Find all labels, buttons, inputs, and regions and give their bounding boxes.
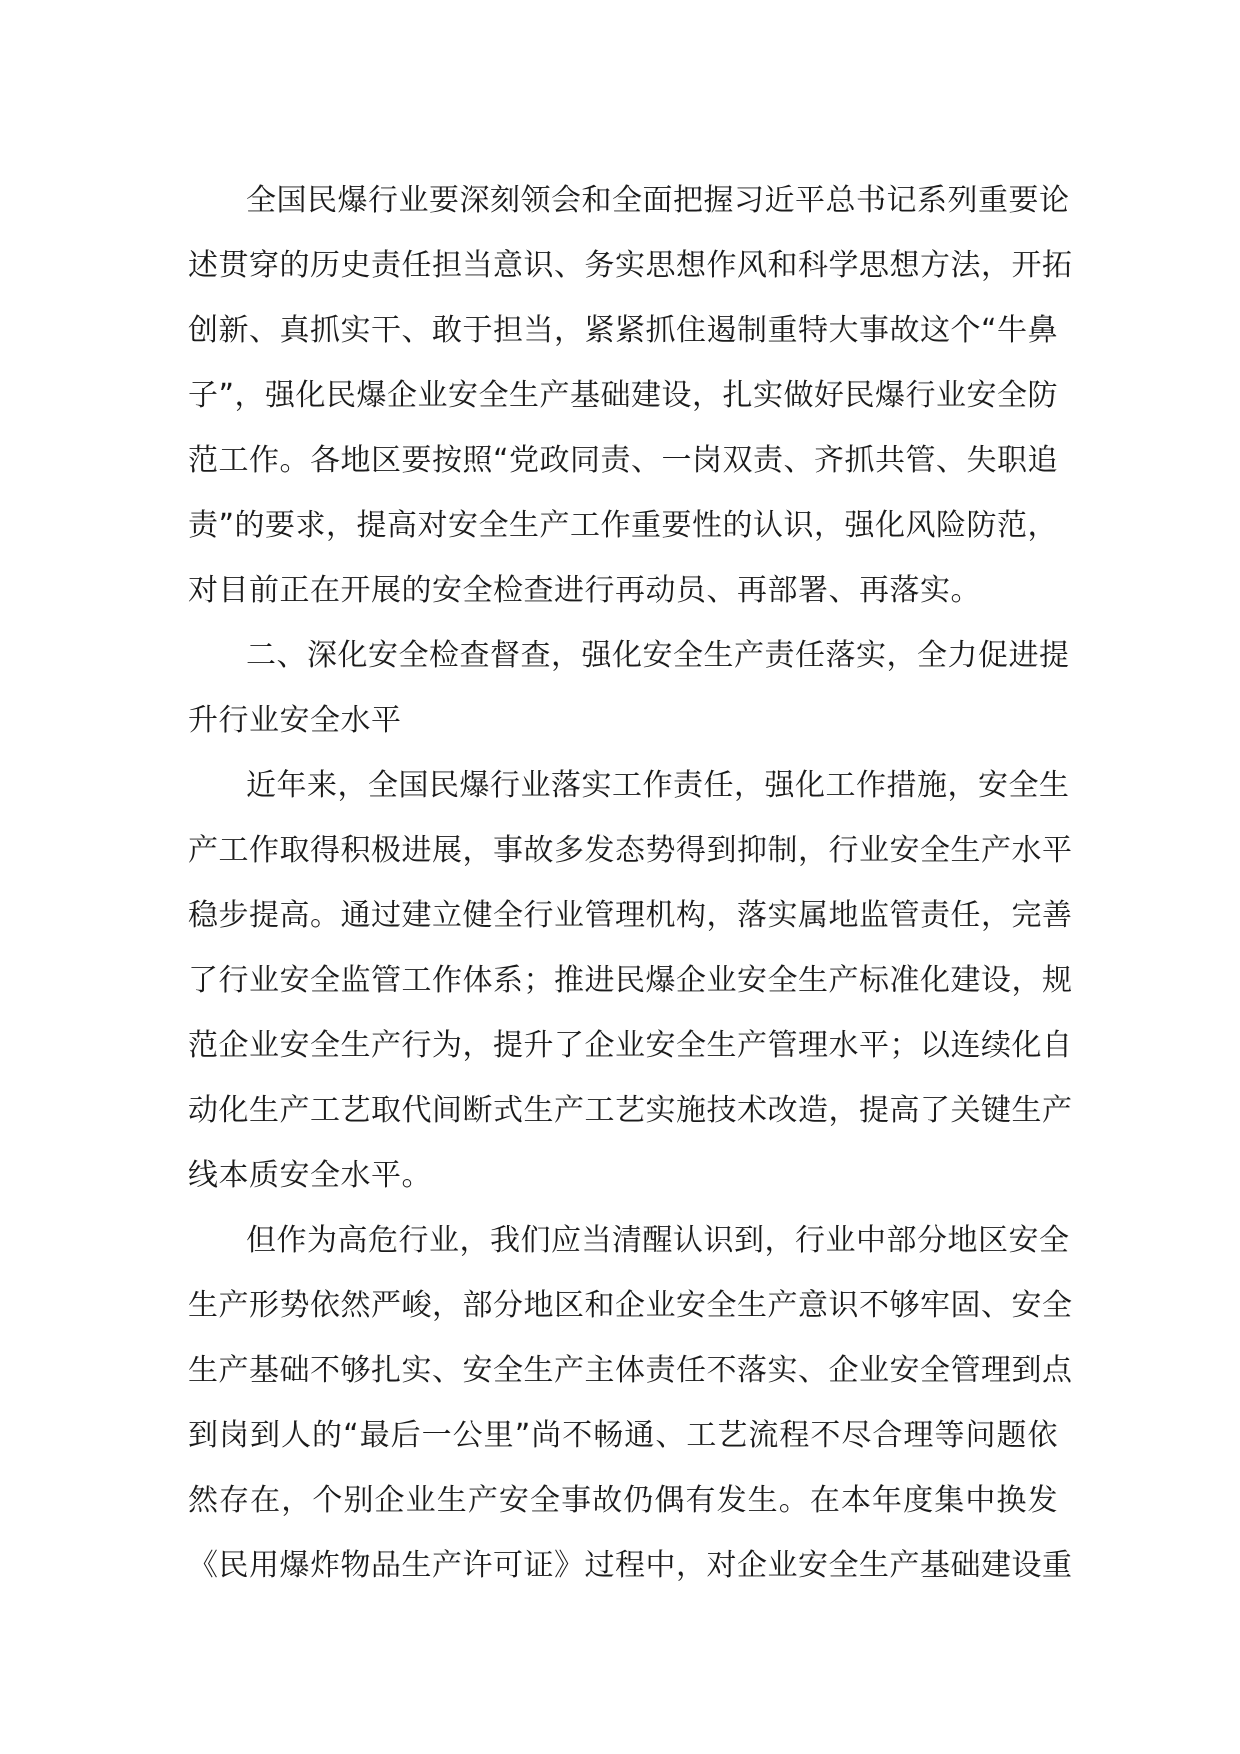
text-line: 动化生产工艺取代间断式生产工艺实施技术改造，提高了关键生产 xyxy=(188,1093,1073,1128)
text-line: 二、深化安全检查督查，强化安全生产责任落实，全力促进提 xyxy=(246,638,1070,673)
text-line: 责”的要求，提高对安全生产工作重要性的认识，强化风险防范， xyxy=(188,508,1059,543)
text-line: 生产形势依然严峻，部分地区和企业安全生产意识不够牢固、安全 xyxy=(188,1288,1073,1323)
text-line: 范工作。各地区要按照“党政同责、一岗双责、齐抓共管、失职追 xyxy=(188,443,1059,478)
document-body xyxy=(188,168,1073,1598)
text-line: 了行业安全监管工作体系；推进民爆企业安全生产标准化建设，规 xyxy=(188,963,1073,998)
text-line: 生产基础不够扎实、安全生产主体责任不落实、企业安全管理到点 xyxy=(188,1353,1073,1388)
text-line: 但作为高危行业，我们应当清醒认识到，行业中部分地区安全 xyxy=(246,1223,1070,1258)
text-line: 稳步提高。通过建立健全行业管理机构，落实属地监管责任，完善 xyxy=(188,898,1073,933)
text-line: 述贯穿的历史责任担当意识、务实思想作风和科学思想方法，开拓 xyxy=(188,248,1073,283)
text-line: 全国民爆行业要深刻领会和全面把握习近平总书记系列重要论 xyxy=(246,183,1070,218)
text-line: 线本质安全水平。 xyxy=(188,1158,432,1193)
text-line: 近年来，全国民爆行业落实工作责任，强化工作措施，安全生 xyxy=(246,768,1070,803)
text-line: 然存在，个别企业生产安全事故仍偶有发生。在本年度集中换发 xyxy=(188,1483,1058,1518)
text-line: 创新、真抓实干、敢于担当，紧紧抓住遏制重特大事故这个“牛鼻 xyxy=(188,313,1059,348)
text-line: 范企业安全生产行为，提升了企业安全生产管理水平；以连续化自 xyxy=(188,1028,1073,1063)
text-line: 升行业安全水平 xyxy=(188,703,402,738)
text-line: 到岗到人的“最后一公里”尚不畅通、工艺流程不尽合理等问题依 xyxy=(188,1418,1058,1453)
text-line: 《民用爆炸物品生产许可证》过程中，对企业安全生产基础建设重 xyxy=(188,1548,1073,1583)
text-line: 产工作取得积极进展，事故多发态势得到抑制，行业安全生产水平 xyxy=(188,833,1073,868)
text-line: 子”，强化民爆企业安全生产基础建设，扎实做好民爆行业安全防 xyxy=(188,378,1059,413)
text-line: 对目前正在开展的安全检查进行再动员、再部署、再落实。 xyxy=(188,573,981,608)
